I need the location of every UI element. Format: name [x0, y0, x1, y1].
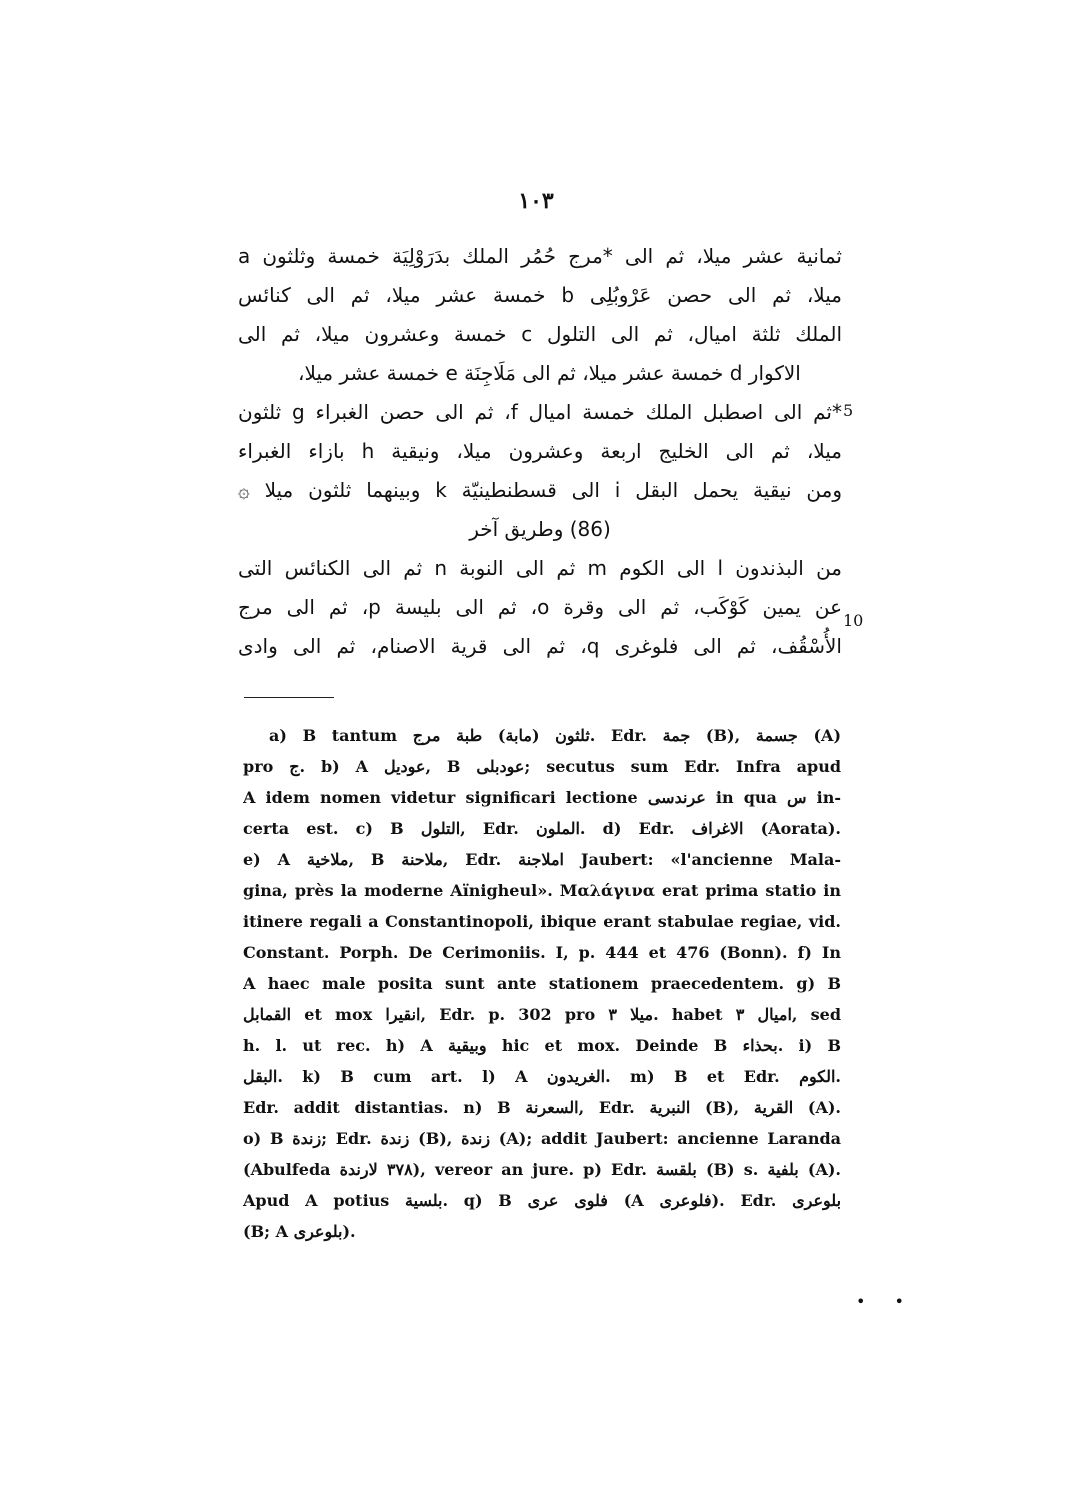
line-number: 10 [843, 611, 864, 630]
arabic-line: *ثم الى اصطبل الملك خمسة اميال f، ثم الى حصن الغبراء g ثلثون [238, 400, 842, 424]
arabic-line: الاكوار d خمسة عشر ميلا، ثم الى مَلَاجِنَة e خمسة عشر ميلا، [298, 361, 801, 385]
footnote-line: A haec male posita sunt ante stationem praecedentem. g) B [243, 974, 841, 993]
section-heading: (86) وطريق آخر [469, 517, 611, 541]
footnote-line: e) A ملاخية, B ملاحنة, Edr. املاجنة Jaubert: «l'ancienne Mala- [243, 850, 841, 869]
footnote-divider [244, 697, 334, 698]
footnote-line: (Abulfeda ٣٧٨ لارندة), vereor an jure. p) Edr. بلقسة (B) s. بلفية (A). [243, 1160, 841, 1179]
page-number: ١٠٣ [518, 188, 554, 214]
arabic-line: من البذندون l الى الكوم m ثم الى النوبة n ثم الى الكنائس التى [238, 556, 842, 580]
arabic-line: ثمانية عشر ميلا، ثم الى *مرج حُمُر الملك بدَرَوْلِيَة خمسة وثلثون a [238, 244, 842, 268]
footnote-line: a) B tantum ثلثون (مابة) طبة مرج. Edr. جمة (B), جسمة (A) [269, 726, 841, 745]
arabic-line: الملك ثلثة اميال، ثم الى التلول c خمسة وعشرون ميلا، ثم الى [238, 322, 842, 346]
footnotes-block [243, 720, 841, 1247]
footnote-line: Edr. addit distantias. n) B السعرنة, Edr. النبرية (B), القرية (A). [243, 1098, 841, 1117]
margin-dots: • • [856, 1292, 916, 1311]
footnote-line: Constant. Porph. De Cerimoniis. I, p. 444 et 476 (Bonn). f) In [243, 943, 841, 962]
footnote-line: (B; A بلوعرى). [243, 1222, 356, 1241]
footnote-line: A idem nomen videtur significari lectione عرندسى in qua س in- [243, 788, 841, 807]
arabic-line: عن يمين كَوْكَب، ثم الى وقرة o، ثم الى بليسة p، ثم الى مرج [238, 595, 842, 619]
line-number: 5 [843, 401, 854, 420]
footnote-line: القمابل et mox انقيرا, Edr. p. 302 pro ميلا ٣. habet اميال ٣, sed [243, 1005, 841, 1024]
footnote-line: Apud A potius بلسية. q) B فلوى عرى (A فلوعرى). Edr. بلوعرى [243, 1191, 841, 1210]
arabic-line: الأُسْقُف، ثم الى فلوغرى q، ثم الى قرية الاصنام، ثم الى وادى [238, 634, 842, 658]
footnote-line: gina, près la moderne Aïnigheul». Μαλάγινα erat prima statio in [243, 881, 841, 900]
footnote-line: o) B زندة; Edr. زندة (B), زندة (A); addit Jaubert: ancienne Laranda [243, 1129, 841, 1148]
arabic-line: ميلا، ثم الى الخليج اربعة وعشرون ميلا، ونيقية h بازاء الغبراء [238, 439, 842, 463]
arabic-line: ميلا، ثم الى حصن عَرْوبُلِى b خمسة عشر ميلا، ثم الى كنائس [238, 283, 842, 307]
arabic-line: ومن نيقية يحمل البقل i الى قسطنطينيّة k وبينهما ثلثون ميلا ۞ [238, 478, 842, 502]
footnote-line: h. l. ut rec. h) A وبيقية hic et mox. Deinde B بحذاء. i) B [243, 1036, 841, 1055]
footnote-line: certa est. c) B التلول, Edr. الملون. d) Edr. الاغراف (Aorata). [243, 819, 841, 838]
footnote-line: itinere regali a Constantinopoli, ibique erant stabulae regiae, vid. [243, 912, 841, 931]
footnote-line: البقل. k) B cum art. l) A الغريدون. m) B et Edr. الكوم. [243, 1067, 841, 1086]
footnote-line: pro ج. b) A عوديل, B عودبلى; secutus sum Edr. Infra apud [243, 757, 841, 776]
arabic-text-block [238, 237, 842, 666]
